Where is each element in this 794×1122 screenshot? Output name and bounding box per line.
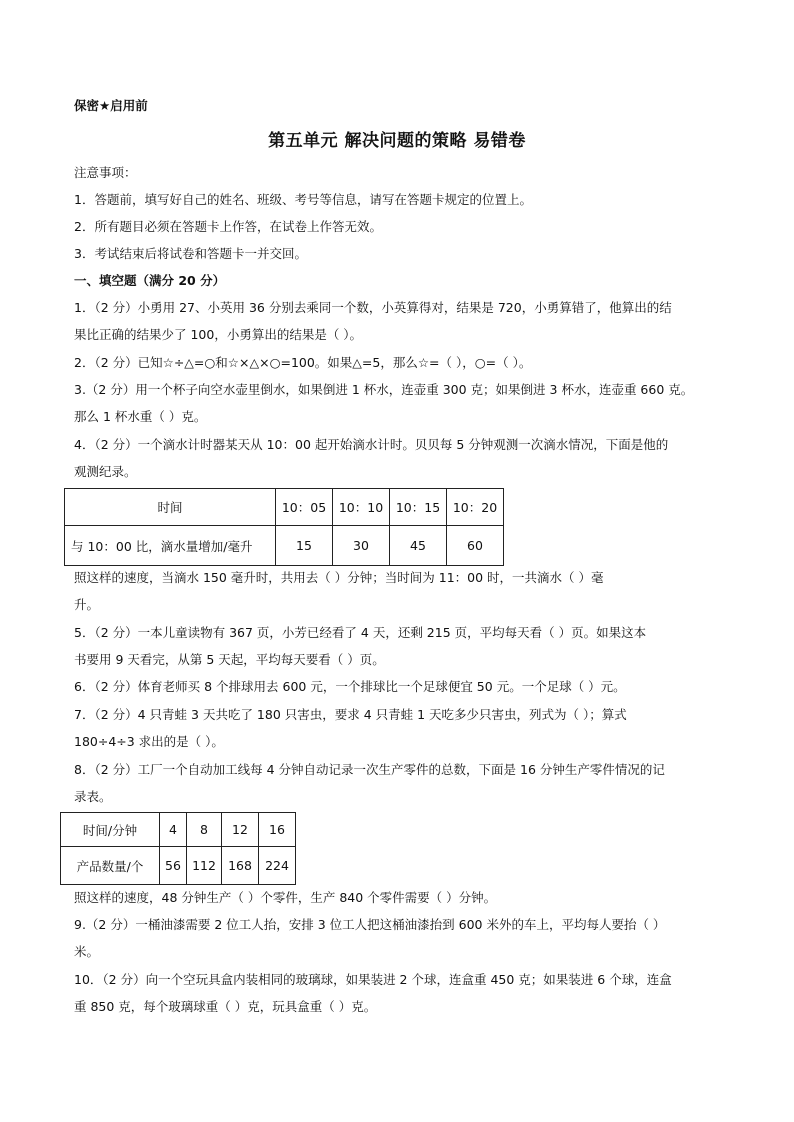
question-8-line-3: 照这样的速度，48 分钟生产（ ）个零件，生产 840 个零件需要（ ）分钟。 [74, 890, 497, 905]
table-row [65, 526, 504, 566]
table-cell: 168 [222, 847, 259, 885]
table-cell: 112 [187, 847, 222, 885]
table-row [61, 813, 296, 847]
question-9-line-2: 米。 [74, 944, 100, 959]
question-4-line-1: 4．（2 分）一个滴水计时器某天从 10：00 起开始滴水计时。贝贝每 5 分钟观测一次滴水情况，下面是他的 [74, 437, 669, 452]
table-cell: 60 [447, 526, 504, 566]
notice-heading: 注意事项： [74, 165, 137, 180]
question-8-line-2: 录表。 [74, 789, 112, 804]
question-1-line-2: 果比正确的结果少了 100，小勇算出的结果是（ ）。 [74, 327, 363, 342]
question-5-line-2: 书要用 9 天看完，从第 5 天起，平均每天要看（ ）页。 [74, 652, 385, 667]
table-cell: 10：20 [447, 489, 504, 526]
table-row-header: 时间/分钟 [61, 813, 160, 847]
question-4-line-3: 照这样的速度，当滴水 150 毫升时，共用去（ ）分钟；当时间为 11：00 时，一共滴水（ ）毫 [74, 570, 604, 585]
table-cell: 10：15 [390, 489, 447, 526]
table-cell: 4 [160, 813, 187, 847]
notice-item-2: 2．所有题目必须在答题卡上作答，在试卷上作答无效。 [74, 219, 382, 234]
question-1-line-1: 1．（2 分）小勇用 27、小英用 36 分别去乘同一个数，小英算得对，结果是 720，小勇算错了，他算出的结 [74, 300, 672, 315]
confidential-label: 保密★启用前 [74, 98, 148, 113]
table-cell: 56 [160, 847, 187, 885]
table-row [65, 489, 504, 526]
question-7-line-2: 180÷4÷3 求出的是（ ）。 [74, 734, 224, 749]
table-row [61, 847, 296, 885]
notice-item-1: 1．答题前，填写好自己的姓名、班级、考号等信息，请写在答题卡规定的位置上。 [74, 192, 532, 207]
table-row-header: 与 10：00 比，滴水量增加/毫升 [65, 526, 276, 566]
table-cell: 15 [276, 526, 333, 566]
table-cell: 30 [333, 526, 390, 566]
question-8-line-1: 8．（2 分）工厂一个自动加工线每 4 分钟自动记录一次生产零件的总数，下面是 16 分钟生产零件情况的记 [74, 762, 665, 777]
section-heading: 一、填空题（满分 20 分） [74, 273, 226, 288]
question-4-line-4: 升。 [74, 597, 100, 612]
table-cell: 10：10 [333, 489, 390, 526]
production-table [60, 812, 296, 885]
question-3-line-1: 3.（2 分）用一个杯子向空水壶里倒水，如果倒进 1 杯水，连壶重 300 克；如果倒进 3 杯水，连壶重 660 克。 [74, 382, 694, 397]
question-6-line-1: 6．（2 分）体育老师买 8 个排球用去 600 元，一个排球比一个足球便宜 50 元。一个足球（ ）元。 [74, 679, 626, 694]
table-cell: 10：05 [276, 489, 333, 526]
table-row-header: 时间 [65, 489, 276, 526]
table-cell: 12 [222, 813, 259, 847]
question-2-line-1: 2．（2 分）已知☆÷△=○和☆×△×○=100。如果△=5，那么☆=（ ），○=（ ）。 [74, 355, 532, 370]
question-4-line-2: 观测纪录。 [74, 464, 137, 479]
question-10-line-2: 重 850 克，每个玻璃球重（ ）克，玩具盒重（ ）克。 [74, 999, 377, 1014]
table-row-header: 产品数量/个 [61, 847, 160, 885]
drip-table [64, 488, 504, 566]
table-cell: 8 [187, 813, 222, 847]
question-7-line-1: 7．（2 分）4 只青蛙 3 天共吃了 180 只害虫，要求 4 只青蛙 1 天吃多少只害虫，列式为（ ）；算式 [74, 707, 627, 722]
question-5-line-1: 5．（2 分）一本儿童读物有 367 页，小芳已经看了 4 天，还剩 215 页，平均每天看（ ）页。如果这本 [74, 625, 647, 640]
notice-item-3: 3．考试结束后将试卷和答题卡一并交回。 [74, 246, 307, 261]
question-9-line-1: 9.（2 分）一桶油漆需要 2 位工人抬，安排 3 位工人把这桶油漆抬到 600 米外的车上，平均每人要抬（ ） [74, 917, 666, 932]
page-title: 第五单元 解决问题的策略 易错卷 [268, 131, 526, 151]
question-10-line-1: 10．（2 分）向一个空玩具盒内装相同的玻璃球，如果装进 2 个球，连盒重 450 克；如果装进 6 个球，连盒 [74, 972, 672, 987]
question-3-line-2: 那么 1 杯水重（ ）克。 [74, 409, 207, 424]
table-cell: 224 [259, 847, 296, 885]
table-cell: 45 [390, 526, 447, 566]
table-cell: 16 [259, 813, 296, 847]
